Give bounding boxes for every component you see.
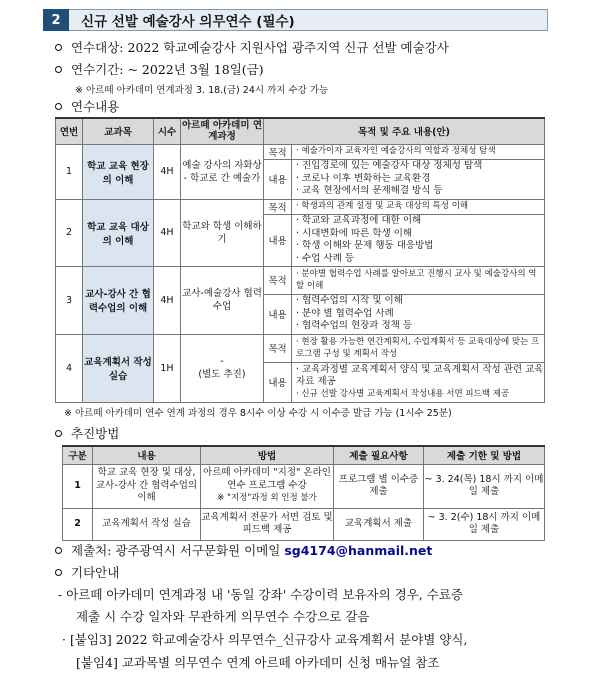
row-method: 교육계획서 전문가 서면 검토 및 피드백 제공 [201,508,334,540]
row-content: · 진입경로에 있는 예술강사 대상 정체성 탐색 · 코로나 이후 변화하는 교육환경 · 교육 현장에서의 문제해결 방식 등 [292,159,545,199]
period-text: 연수기간: ~ 2022년 3월 18일(금) [71,62,264,77]
row-subject: 교사-강사 간 협력수업의 이해 [83,266,154,334]
section-title: 신규 선발 예술강사 의무연수 (필수) [81,14,295,30]
label-purpose: 목적 [264,334,292,362]
circle-bullet-icon [55,430,62,437]
content-heading-text: 연수내용 [71,99,120,114]
row-purpose: · 분야별 협력수업 사례를 알아보고 진행시 교사 및 예술강사의 역할 이해 [292,266,545,294]
row-hours: 4H [154,144,181,199]
table1-footnote: ※ 아르떼 아카데미 연수 연계 과정의 경우 8시수 이상 수강 시 이수증 발급 가능 (1시수 25분) [64,408,452,419]
section-number: 2 [43,9,69,31]
row-content: · 학교와 교육과정에 대한 이해 · 시대변화에 따른 학생 이해 · 학생 이해와 문제 행동 대응방법 · 수업 사례 등 [292,214,545,266]
etc-line: - 아르떼 아카데미 연계과정 내 '동일 강좌' 수강이력 보유자의 경우, 수료증 [58,587,463,602]
content-heading [55,97,119,115]
row-submit: 교육계획서 제출 [334,508,424,540]
submit-line [55,541,432,559]
etc-line: · [붙임3] 2022 학교예술강사 의무연수_신규강사 교육계획서 분야별 양식, [62,632,468,647]
row-subject: 학교 교육 현장의 이해 [83,144,154,199]
section-title-box [43,9,548,31]
circle-bullet-icon [55,547,62,554]
period-note: ※ 아르떼 아카데미 연계과정 3. 18.(금) 24시 까지 수강 가능 [75,85,329,96]
row-subject: 학교 교육 대상의 이해 [83,199,154,266]
circle-bullet-icon [55,66,62,73]
row-purpose: · 예술가이자 교육자인 예술강사의 역할과 정체성 탐색 [292,144,545,159]
etc-line: [붙임4] 교과목별 의무연수 연계 아르떼 아카데미 신청 매뉴얼 참조 [76,655,440,670]
header-submit: 제출 필요사항 [334,446,424,464]
row-hours: 1H [154,334,181,402]
row-purpose: · 학생과의 관계 설정 및 교육 대상의 특성 이해 [292,199,545,214]
header-method: 방법 [201,446,334,464]
label-content: 내용 [264,214,292,266]
row-method: 아르떼 아카데미 "지정" 온라인 연수 프로그램 수강 ※ "지정"과정 외 인정 불가 [201,464,334,508]
period-line [55,60,264,78]
row-content: 교육계획서 작성 실습 [93,508,201,540]
row-deadline: ~ 3. 2(수) 18시 까지 이메일 제출 [424,508,545,540]
table-row [56,334,545,362]
row-no: 1 [56,144,83,199]
label-content: 내용 [264,362,292,402]
row-hours: 4H [154,266,181,334]
row-no: 4 [56,334,83,402]
row-link: 교사-예술강사 협력수업 [181,266,264,334]
row-content: · 교육과정별 교육계획서 양식 및 교육계획서 작성 관련 교육 자료 제공 · 신규 선발 강사별 교육계획서 작성내용 서면 피드백 제공 [292,362,545,402]
row-content: 학교 교육 현장 및 대상, 교사-강사 간 협력수업의 이해 [93,464,201,508]
circle-bullet-icon [55,44,62,51]
header-arte-link: 아르떼 아카데미 연계과정 [181,118,264,144]
row-deadline: ~ 3. 24(목) 18시 까지 이메일 제출 [424,464,545,508]
curriculum-table [55,117,545,403]
label-purpose: 목적 [264,144,292,159]
target-line [55,38,449,56]
row-subject: 교육계획서 작성 실습 [83,334,154,402]
row-no: 2 [63,508,93,540]
header-deadline: 제출 기한 및 방법 [424,446,545,464]
target-text: 연수대상: 2022 학교예술강사 지원사업 광주지역 신규 선발 예술강사 [71,40,449,55]
row-hours: 4H [154,199,181,266]
row-purpose: · 현장 활용 가능한 연간계획서, 수업계획서 등 교육대상에 맞는 프로그램 구성 및 계획서 작성 [292,334,545,362]
row-no: 2 [56,199,83,266]
table-row [56,144,545,159]
label-purpose: 목적 [264,199,292,214]
method-heading-text: 추진방법 [71,426,120,441]
submit-text: 제출처: 광주광역시 서구문화원 이메일 [71,543,281,558]
table-row [56,199,545,214]
label-purpose: 목적 [264,266,292,294]
header-purpose-content: 목적 및 주요 내용(안) [264,118,545,144]
submit-email-link[interactable]: sg4174@hanmail.net [284,542,433,558]
row-link: - (별도 추진) [181,334,264,402]
row-no: 1 [63,464,93,508]
row-link: 학교와 학생 이해하기 [181,199,264,266]
header-no: 연번 [56,118,83,144]
table-row [63,464,545,508]
header-no: 구분 [63,446,93,464]
etc-heading-text: 기타안내 [71,565,120,580]
header-subject: 교과목 [83,118,154,144]
label-content: 내용 [264,159,292,199]
method-table [62,445,545,541]
row-no: 3 [56,266,83,334]
header-hours: 시수 [154,118,181,144]
table-row [56,266,545,294]
etc-heading [55,563,119,581]
etc-line: 제출 시 수강 일자와 무관하게 의무연수 수강으로 갈음 [76,609,370,624]
row-submit: 프로그램 별 이수증 제출 [334,464,424,508]
row-content: · 협력수업의 시작 및 이해 · 분야 별 협력수업 사례 · 협력수업의 현장과 정책 등 [292,294,545,334]
circle-bullet-icon [55,103,62,110]
row-link: 예술 강사의 자화상 - 학교로 간 예술가 [181,144,264,199]
method-heading [55,424,119,442]
label-content: 내용 [264,294,292,334]
header-content: 내용 [93,446,201,464]
table-row [63,508,545,540]
circle-bullet-icon [55,569,62,576]
